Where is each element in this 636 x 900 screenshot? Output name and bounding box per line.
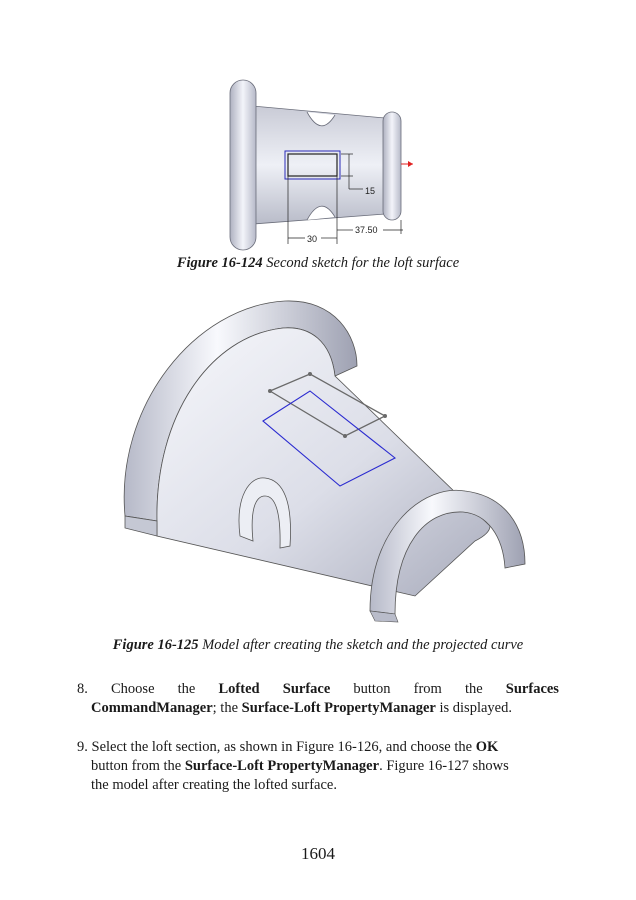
dim-37-50: 37.50 xyxy=(355,225,378,235)
step-number: 8. xyxy=(77,681,88,697)
figure-caption-text: Second sketch for the loft surface xyxy=(262,255,460,271)
step-9-text: button from the xyxy=(91,758,185,774)
step-9-text: . Figure 16-127 shows xyxy=(379,758,509,774)
word: the xyxy=(177,681,196,697)
figure-caption xyxy=(0,637,636,654)
step-9-line-1 xyxy=(77,738,559,757)
step-8-text: is displayed. xyxy=(435,700,512,716)
lofted-surface-term: Lofted xyxy=(218,681,260,697)
figure-caption xyxy=(0,255,636,272)
step-8 xyxy=(77,680,559,718)
ok-term: OK xyxy=(475,739,499,755)
step-9-text: 9. Select the loft section, as shown in Figure 16-126, and choose the xyxy=(77,739,476,755)
step-8-text: ; the xyxy=(212,700,242,716)
step-8-line-1 xyxy=(77,680,559,699)
step-9-text: the model after creating the lofted surface. xyxy=(91,777,337,793)
commandmanager-term: CommandManager xyxy=(91,700,213,716)
lofted-surface-term: Surface xyxy=(282,681,331,697)
figure-label: Figure 16-125 xyxy=(112,637,199,653)
figure-caption-text: Model after creating the sketch and the projected curve xyxy=(198,637,524,653)
step-9 xyxy=(77,738,559,795)
word: button xyxy=(353,681,391,697)
figure-16-124-image xyxy=(225,76,415,254)
figure-label: Figure 16-124 xyxy=(176,255,263,271)
dim-30: 30 xyxy=(307,234,318,244)
figure-16-125-image xyxy=(95,296,535,626)
step-9-line-3 xyxy=(77,776,559,795)
step-9-line-2 xyxy=(77,757,559,776)
propertymanager-term: Surface-Loft PropertyManager xyxy=(184,758,380,774)
word: Choose xyxy=(111,681,155,697)
page-number: 1604 xyxy=(301,844,335,863)
surfaces-term: Surfaces xyxy=(505,681,559,697)
word: from xyxy=(413,681,442,697)
dim-15: 15 xyxy=(365,186,376,196)
word: the xyxy=(464,681,483,697)
propertymanager-term: Surface-Loft PropertyManager xyxy=(241,700,436,716)
step-8-line-2 xyxy=(77,699,559,718)
